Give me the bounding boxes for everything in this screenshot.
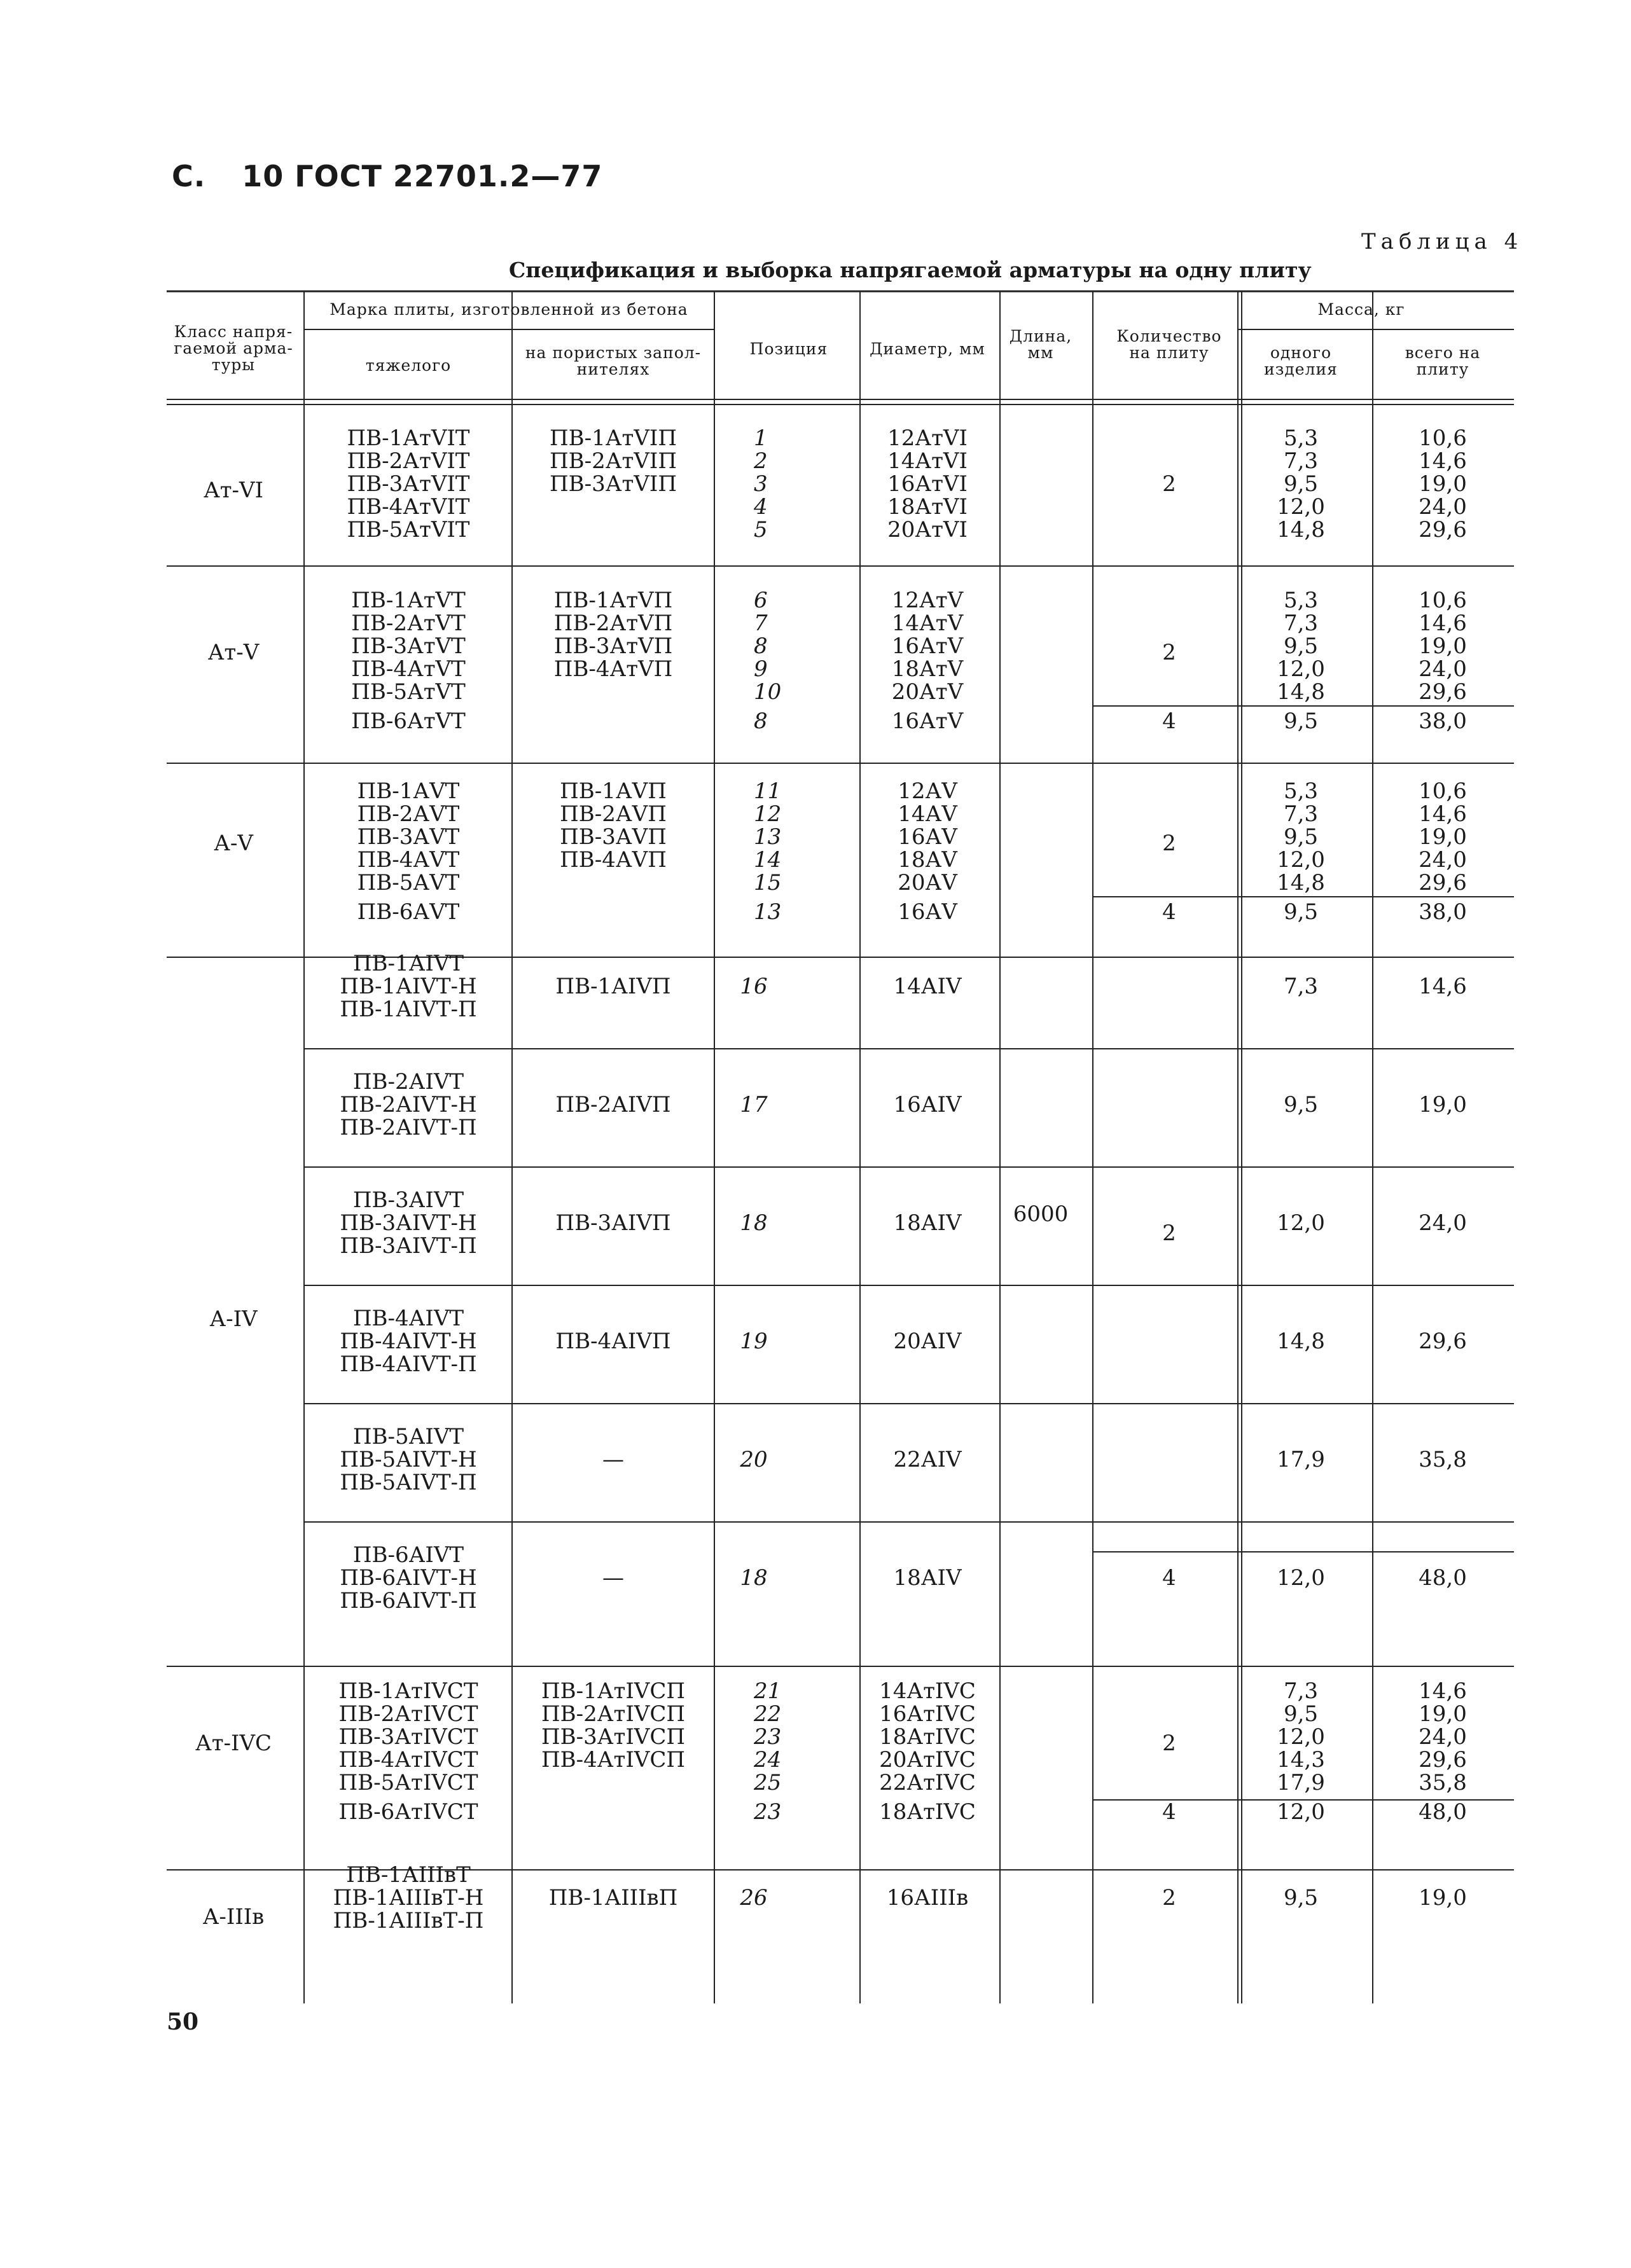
position-number: 13 bbox=[754, 899, 782, 925]
mass-total: 24,0 bbox=[1419, 656, 1467, 682]
plate-mark-heavy: ПВ-5АIVТ bbox=[352, 1424, 464, 1449]
plate-mark-heavy: ПВ-3АтVТ bbox=[351, 633, 466, 659]
mass-one: 5,3 bbox=[1283, 778, 1319, 804]
mass-one: 9,5 bbox=[1283, 1092, 1319, 1117]
mass-total: 24,0 bbox=[1419, 1210, 1467, 1236]
plate-mark-porous: ПВ-1АIIIвП bbox=[548, 1885, 678, 1911]
plate-mark-porous: ПВ-1АтVП bbox=[553, 588, 673, 613]
diameter: 16АIIIв bbox=[886, 1885, 969, 1911]
plate-mark-heavy: ПВ-1АтVIТ bbox=[347, 425, 470, 451]
table-caption: Спецификация и выборка напрягаемой арматуры на одну плиту bbox=[509, 258, 1312, 282]
diameter: 16АV bbox=[898, 824, 957, 850]
mass-one: 9,5 bbox=[1283, 471, 1319, 497]
position-number: 8 bbox=[754, 633, 768, 659]
plate-mark-heavy: ПВ-3АIVТ-П bbox=[340, 1233, 477, 1259]
plate-mark-porous: ПВ-4АтVП bbox=[553, 656, 673, 682]
plate-mark-heavy: ПВ-3АтIVСТ bbox=[338, 1724, 478, 1750]
mass-total: 38,0 bbox=[1419, 899, 1467, 925]
mass-total: 24,0 bbox=[1419, 847, 1467, 873]
klass-label: А-IIIв bbox=[202, 1904, 265, 1930]
plate-mark-heavy: ПВ-3АтVIТ bbox=[347, 471, 470, 497]
mass-one: 12,0 bbox=[1277, 1799, 1325, 1825]
position-number: 8 bbox=[754, 709, 768, 734]
col-tyazh: тяжелого bbox=[365, 356, 452, 375]
mass-one: 7,3 bbox=[1283, 974, 1319, 999]
plate-mark-heavy: ПВ-5АVТ bbox=[357, 870, 460, 895]
col-odn-l1: одного bbox=[1270, 343, 1332, 362]
mass-total: 38,0 bbox=[1419, 709, 1467, 734]
diameter: 18АIV bbox=[893, 1210, 962, 1236]
position-number: 14 bbox=[754, 847, 782, 873]
position-number: 18 bbox=[740, 1210, 768, 1236]
col-massa: Масса, кг bbox=[1317, 300, 1405, 319]
mass-one: 12,0 bbox=[1277, 847, 1325, 873]
table-label: Таблица 4 bbox=[1361, 229, 1523, 254]
position-number: 9 bbox=[754, 656, 768, 682]
mass-one: 7,3 bbox=[1283, 801, 1319, 827]
mass-one: 14,8 bbox=[1277, 517, 1325, 543]
position-number: 1 bbox=[754, 425, 768, 451]
plate-mark-heavy: ПВ-2АVТ bbox=[357, 801, 460, 827]
plate-mark-porous: ПВ-1АтIVСП bbox=[541, 1678, 685, 1704]
col-odn-l2: изделия bbox=[1264, 360, 1338, 378]
position-number: 5 bbox=[754, 517, 768, 543]
mass-one: 9,5 bbox=[1283, 633, 1319, 659]
standard-code: ГОСТ 22701.2—77 bbox=[295, 159, 603, 193]
plate-mark-heavy: ПВ-1АIIIвТ bbox=[346, 1862, 471, 1888]
klass-label: А-IV bbox=[209, 1306, 258, 1332]
plate-mark-heavy: ПВ-6АIVТ-П bbox=[340, 1588, 477, 1614]
mass-total: 29,6 bbox=[1419, 517, 1467, 543]
plate-mark-heavy: ПВ-1АIIIвТ-П bbox=[333, 1908, 484, 1933]
plate-mark-porous: ПВ-2АтIVСП bbox=[541, 1701, 685, 1727]
plate-mark-heavy: ПВ-2АIVТ bbox=[352, 1069, 464, 1095]
diameter: 12АтVI bbox=[887, 425, 968, 451]
mass-one: 7,3 bbox=[1283, 448, 1319, 474]
mass-total: 14,6 bbox=[1419, 448, 1467, 474]
qty-per-plate: 2 bbox=[1162, 1220, 1176, 1246]
col-klass-l2: гаемой арма- bbox=[174, 339, 293, 357]
mass-total: 10,6 bbox=[1419, 588, 1467, 613]
mass-total: 19,0 bbox=[1419, 1701, 1467, 1727]
plate-mark-porous: ПВ-3АVП bbox=[560, 824, 667, 850]
plate-mark-heavy: ПВ-5АтIVСТ bbox=[338, 1770, 478, 1795]
plate-mark-porous: ПВ-3АIVП bbox=[555, 1210, 671, 1236]
plate-mark-porous: ПВ-3АтIVСП bbox=[541, 1724, 685, 1750]
plate-mark-heavy: ПВ-3АVТ bbox=[357, 824, 460, 850]
position-number: 13 bbox=[754, 824, 782, 850]
col-marka-group: Марка плиты, изготовленной из бетона bbox=[330, 300, 688, 319]
mass-total: 14,6 bbox=[1419, 974, 1467, 999]
qty-per-plate: 2 bbox=[1162, 1731, 1176, 1756]
plate-mark-heavy: ПВ-3АIVТ bbox=[352, 1187, 464, 1213]
position-number: 3 bbox=[754, 471, 768, 497]
plate-mark-heavy: ПВ-6АтVТ bbox=[351, 709, 466, 734]
mass-total: 29,6 bbox=[1419, 870, 1467, 895]
plate-mark-heavy: ПВ-1АIVТ bbox=[352, 951, 464, 976]
diameter: 12АтV bbox=[891, 588, 964, 613]
mass-total: 29,6 bbox=[1419, 1329, 1467, 1354]
diameter: 22АтIVС bbox=[879, 1770, 976, 1795]
page-prefix: С. bbox=[172, 159, 206, 193]
plate-mark-heavy: ПВ-1АIVТ-П bbox=[340, 997, 477, 1022]
diameter: 22АIV bbox=[893, 1447, 962, 1472]
mass-one: 12,0 bbox=[1277, 1565, 1325, 1591]
qty-per-plate: 2 bbox=[1162, 640, 1176, 665]
mass-total: 24,0 bbox=[1419, 1724, 1467, 1750]
diameter: 16АV bbox=[898, 899, 957, 925]
plate-mark-porous: ПВ-1АVП bbox=[560, 778, 667, 804]
mass-total: 10,6 bbox=[1419, 425, 1467, 451]
qty-per-plate: 2 bbox=[1162, 831, 1176, 856]
plate-mark-porous: ПВ-4АтIVСП bbox=[541, 1747, 685, 1773]
plate-mark-heavy: ПВ-2АтVIТ bbox=[347, 448, 470, 474]
klass-label: А-V bbox=[214, 831, 253, 856]
diameter: 18АтIVС bbox=[879, 1799, 976, 1825]
plate-mark-heavy: ПВ-6АIVТ-Н bbox=[340, 1565, 477, 1591]
diameter: 18АтV bbox=[891, 656, 964, 682]
diameter: 20АтVI bbox=[887, 517, 968, 543]
position-number: 11 bbox=[754, 778, 782, 804]
plate-mark-heavy: ПВ-5АтVТ bbox=[351, 679, 466, 705]
col-kol-l1: Количество bbox=[1116, 327, 1222, 345]
diameter: 18АтIVС bbox=[879, 1724, 976, 1750]
diameter: 20АIV bbox=[893, 1329, 962, 1354]
position-number: 19 bbox=[740, 1329, 768, 1354]
plate-mark-heavy: ПВ-3АIVТ-Н bbox=[340, 1210, 477, 1236]
plate-mark-heavy: ПВ-1АIIIвТ-Н bbox=[333, 1885, 484, 1911]
mass-one: 9,5 bbox=[1283, 824, 1319, 850]
diameter: 20АтIVС bbox=[879, 1747, 976, 1773]
mass-total: 48,0 bbox=[1419, 1565, 1467, 1591]
mass-total: 10,6 bbox=[1419, 778, 1467, 804]
col-poz: Позиция bbox=[749, 340, 828, 358]
diameter: 16АтVI bbox=[887, 471, 968, 497]
plate-mark-heavy: ПВ-6АVТ bbox=[357, 899, 460, 925]
mass-one: 9,5 bbox=[1283, 1701, 1319, 1727]
diameter: 14АтVI bbox=[887, 448, 968, 474]
plate-mark-porous: ПВ-3АтVIП bbox=[550, 471, 677, 497]
plate-mark-porous: ПВ-2АVП bbox=[560, 801, 667, 827]
mass-total: 29,6 bbox=[1419, 1747, 1467, 1773]
plate-mark-porous: ПВ-4АVП bbox=[560, 847, 667, 873]
diameter: 14АтV bbox=[891, 611, 964, 636]
col-por-l2: нителях bbox=[576, 360, 650, 378]
diameter: 20АV bbox=[898, 870, 957, 895]
mass-one: 14,8 bbox=[1277, 1329, 1325, 1354]
col-klass-l1: Класс напря- bbox=[174, 322, 293, 341]
plate-mark-heavy: ПВ-2АтIVСТ bbox=[338, 1701, 478, 1727]
plate-mark-porous: ПВ-1АIVП bbox=[555, 974, 671, 999]
position-number: 16 bbox=[740, 974, 768, 999]
position-number: 25 bbox=[754, 1770, 782, 1795]
position-number: 17 bbox=[740, 1092, 768, 1117]
plate-mark-heavy: ПВ-1АтIVСТ bbox=[338, 1678, 478, 1704]
plate-mark-porous: ПВ-2АIVП bbox=[555, 1092, 671, 1117]
mass-one: 5,3 bbox=[1283, 588, 1319, 613]
plate-mark-heavy: ПВ-5АIVТ-Н bbox=[340, 1447, 477, 1472]
plate-mark-heavy: ПВ-6АтIVСТ bbox=[338, 1799, 478, 1825]
plate-mark-heavy: ПВ-5АIVТ-П bbox=[340, 1470, 477, 1495]
position-number: 24 bbox=[754, 1747, 782, 1773]
col-vsego-l2: плиту bbox=[1416, 360, 1469, 378]
plate-mark-heavy: ПВ-1АтVТ bbox=[351, 588, 466, 613]
qty-per-plate: 4 bbox=[1162, 1565, 1176, 1591]
position-number: 12 bbox=[754, 801, 782, 827]
plate-mark-heavy: ПВ-4АIVТ-Н bbox=[340, 1329, 477, 1354]
mass-one: 7,3 bbox=[1283, 1678, 1319, 1704]
mass-total: 24,0 bbox=[1419, 494, 1467, 520]
diameter: 12АV bbox=[898, 778, 957, 804]
position-number: 26 bbox=[740, 1885, 768, 1911]
mass-total: 19,0 bbox=[1419, 1885, 1467, 1911]
page-number-top: 10 bbox=[242, 159, 284, 193]
qty-per-plate: 2 bbox=[1162, 471, 1176, 497]
position-number: 18 bbox=[740, 1565, 768, 1591]
mass-one: 17,9 bbox=[1277, 1770, 1325, 1795]
mass-total: 19,0 bbox=[1419, 1092, 1467, 1117]
plate-mark-porous: — bbox=[602, 1447, 624, 1472]
mass-one: 12,0 bbox=[1277, 1210, 1325, 1236]
position-number: 6 bbox=[754, 588, 768, 613]
mass-total: 14,6 bbox=[1419, 1678, 1467, 1704]
mass-one: 17,9 bbox=[1277, 1447, 1325, 1472]
mass-one: 9,5 bbox=[1283, 1885, 1319, 1911]
plate-mark-heavy: ПВ-4АтVIТ bbox=[347, 494, 470, 520]
mass-one: 7,3 bbox=[1283, 611, 1319, 636]
qty-per-plate: 4 bbox=[1162, 1799, 1176, 1825]
position-number: 23 bbox=[754, 1724, 782, 1750]
plate-mark-heavy: ПВ-4АIVТ bbox=[352, 1306, 464, 1331]
plate-mark-porous: ПВ-2АтVIП bbox=[550, 448, 677, 474]
plate-mark-heavy: ПВ-2АIVТ-П bbox=[340, 1115, 477, 1140]
mass-total: 35,8 bbox=[1419, 1770, 1467, 1795]
klass-label: Ат-V bbox=[207, 640, 260, 665]
position-number: 15 bbox=[754, 870, 782, 895]
diameter: 20АтV bbox=[891, 679, 964, 705]
plate-mark-heavy: ПВ-4АIVТ-П bbox=[340, 1352, 477, 1377]
mass-one: 9,5 bbox=[1283, 709, 1319, 734]
mass-total: 14,6 bbox=[1419, 801, 1467, 827]
plate-mark-heavy: ПВ-1АIVТ-Н bbox=[340, 974, 477, 999]
mass-one: 12,0 bbox=[1277, 656, 1325, 682]
position-number: 22 bbox=[754, 1701, 782, 1727]
plate-mark-porous: ПВ-2АтVП bbox=[553, 611, 673, 636]
diameter: 18АIV bbox=[893, 1565, 962, 1591]
plate-mark-heavy: ПВ-1АVТ bbox=[357, 778, 460, 804]
plate-mark-heavy: ПВ-4АтVТ bbox=[351, 656, 466, 682]
mass-total: 19,0 bbox=[1419, 633, 1467, 659]
plate-mark-heavy: ПВ-2АIVТ-Н bbox=[340, 1092, 477, 1117]
plate-mark-porous: — bbox=[602, 1565, 624, 1591]
position-number: 10 bbox=[754, 679, 782, 705]
plate-mark-heavy: ПВ-5АтVIТ bbox=[347, 517, 470, 543]
plate-mark-heavy: ПВ-4АтIVСТ bbox=[338, 1747, 478, 1773]
mass-total: 48,0 bbox=[1419, 1799, 1467, 1825]
mass-total: 14,6 bbox=[1419, 611, 1467, 636]
mass-one: 12,0 bbox=[1277, 1724, 1325, 1750]
plate-mark-porous: ПВ-4АIVП bbox=[555, 1329, 671, 1354]
diameter: 18АV bbox=[898, 847, 957, 873]
col-klass-l3: туры bbox=[211, 356, 256, 374]
mass-one: 14,8 bbox=[1277, 870, 1325, 895]
col-diam: Диаметр, мм bbox=[870, 340, 985, 358]
diameter: 18АтVI bbox=[887, 494, 968, 520]
mass-total: 29,6 bbox=[1419, 679, 1467, 705]
mass-one: 14,8 bbox=[1277, 679, 1325, 705]
plate-mark-porous: ПВ-3АтVП bbox=[553, 633, 673, 659]
plate-mark-heavy: ПВ-2АтVТ bbox=[351, 611, 466, 636]
diameter: 16АтV bbox=[891, 633, 964, 659]
plate-mark-porous: ПВ-1АтVIП bbox=[550, 425, 677, 451]
col-vsego-l1: всего на bbox=[1405, 343, 1481, 362]
position-number: 23 bbox=[754, 1799, 782, 1825]
diameter: 16АтIVС bbox=[879, 1701, 976, 1727]
position-number: 7 bbox=[754, 611, 768, 636]
diameter: 16АIV bbox=[893, 1092, 962, 1117]
diameter: 14АтIVС bbox=[879, 1678, 976, 1704]
footer-page-number: 50 bbox=[167, 2009, 199, 2035]
diameter: 14АV bbox=[898, 801, 957, 827]
diameter: 16АтV bbox=[891, 709, 964, 734]
qty-per-plate: 4 bbox=[1162, 709, 1176, 734]
klass-label: Ат-VI bbox=[203, 478, 264, 503]
mass-one: 9,5 bbox=[1283, 899, 1319, 925]
col-dlina-l2: мм bbox=[1027, 343, 1054, 362]
col-kol-l2: на плиту bbox=[1129, 343, 1209, 362]
mass-total: 35,8 bbox=[1419, 1447, 1467, 1472]
mass-total: 19,0 bbox=[1419, 824, 1467, 850]
klass-label: Ат-IVС bbox=[195, 1731, 272, 1756]
col-dlina-l1: Длина, bbox=[1009, 327, 1072, 345]
qty-per-plate: 4 bbox=[1162, 899, 1176, 925]
position-number: 2 bbox=[754, 448, 768, 474]
diameter: 14АIV bbox=[893, 974, 962, 999]
position-number: 4 bbox=[754, 494, 768, 520]
col-por-l1: на пористых запол- bbox=[525, 343, 702, 362]
position-number: 21 bbox=[754, 1678, 782, 1704]
mass-one: 14,3 bbox=[1277, 1747, 1325, 1773]
mass-one: 12,0 bbox=[1277, 494, 1325, 520]
plate-mark-heavy: ПВ-4АVТ bbox=[357, 847, 460, 873]
plate-mark-heavy: ПВ-6АIVТ bbox=[352, 1542, 464, 1568]
length-value: 6000 bbox=[1013, 1201, 1069, 1227]
qty-per-plate: 2 bbox=[1162, 1885, 1176, 1911]
position-number: 20 bbox=[740, 1447, 768, 1472]
mass-total: 19,0 bbox=[1419, 471, 1467, 497]
mass-one: 5,3 bbox=[1283, 425, 1319, 451]
